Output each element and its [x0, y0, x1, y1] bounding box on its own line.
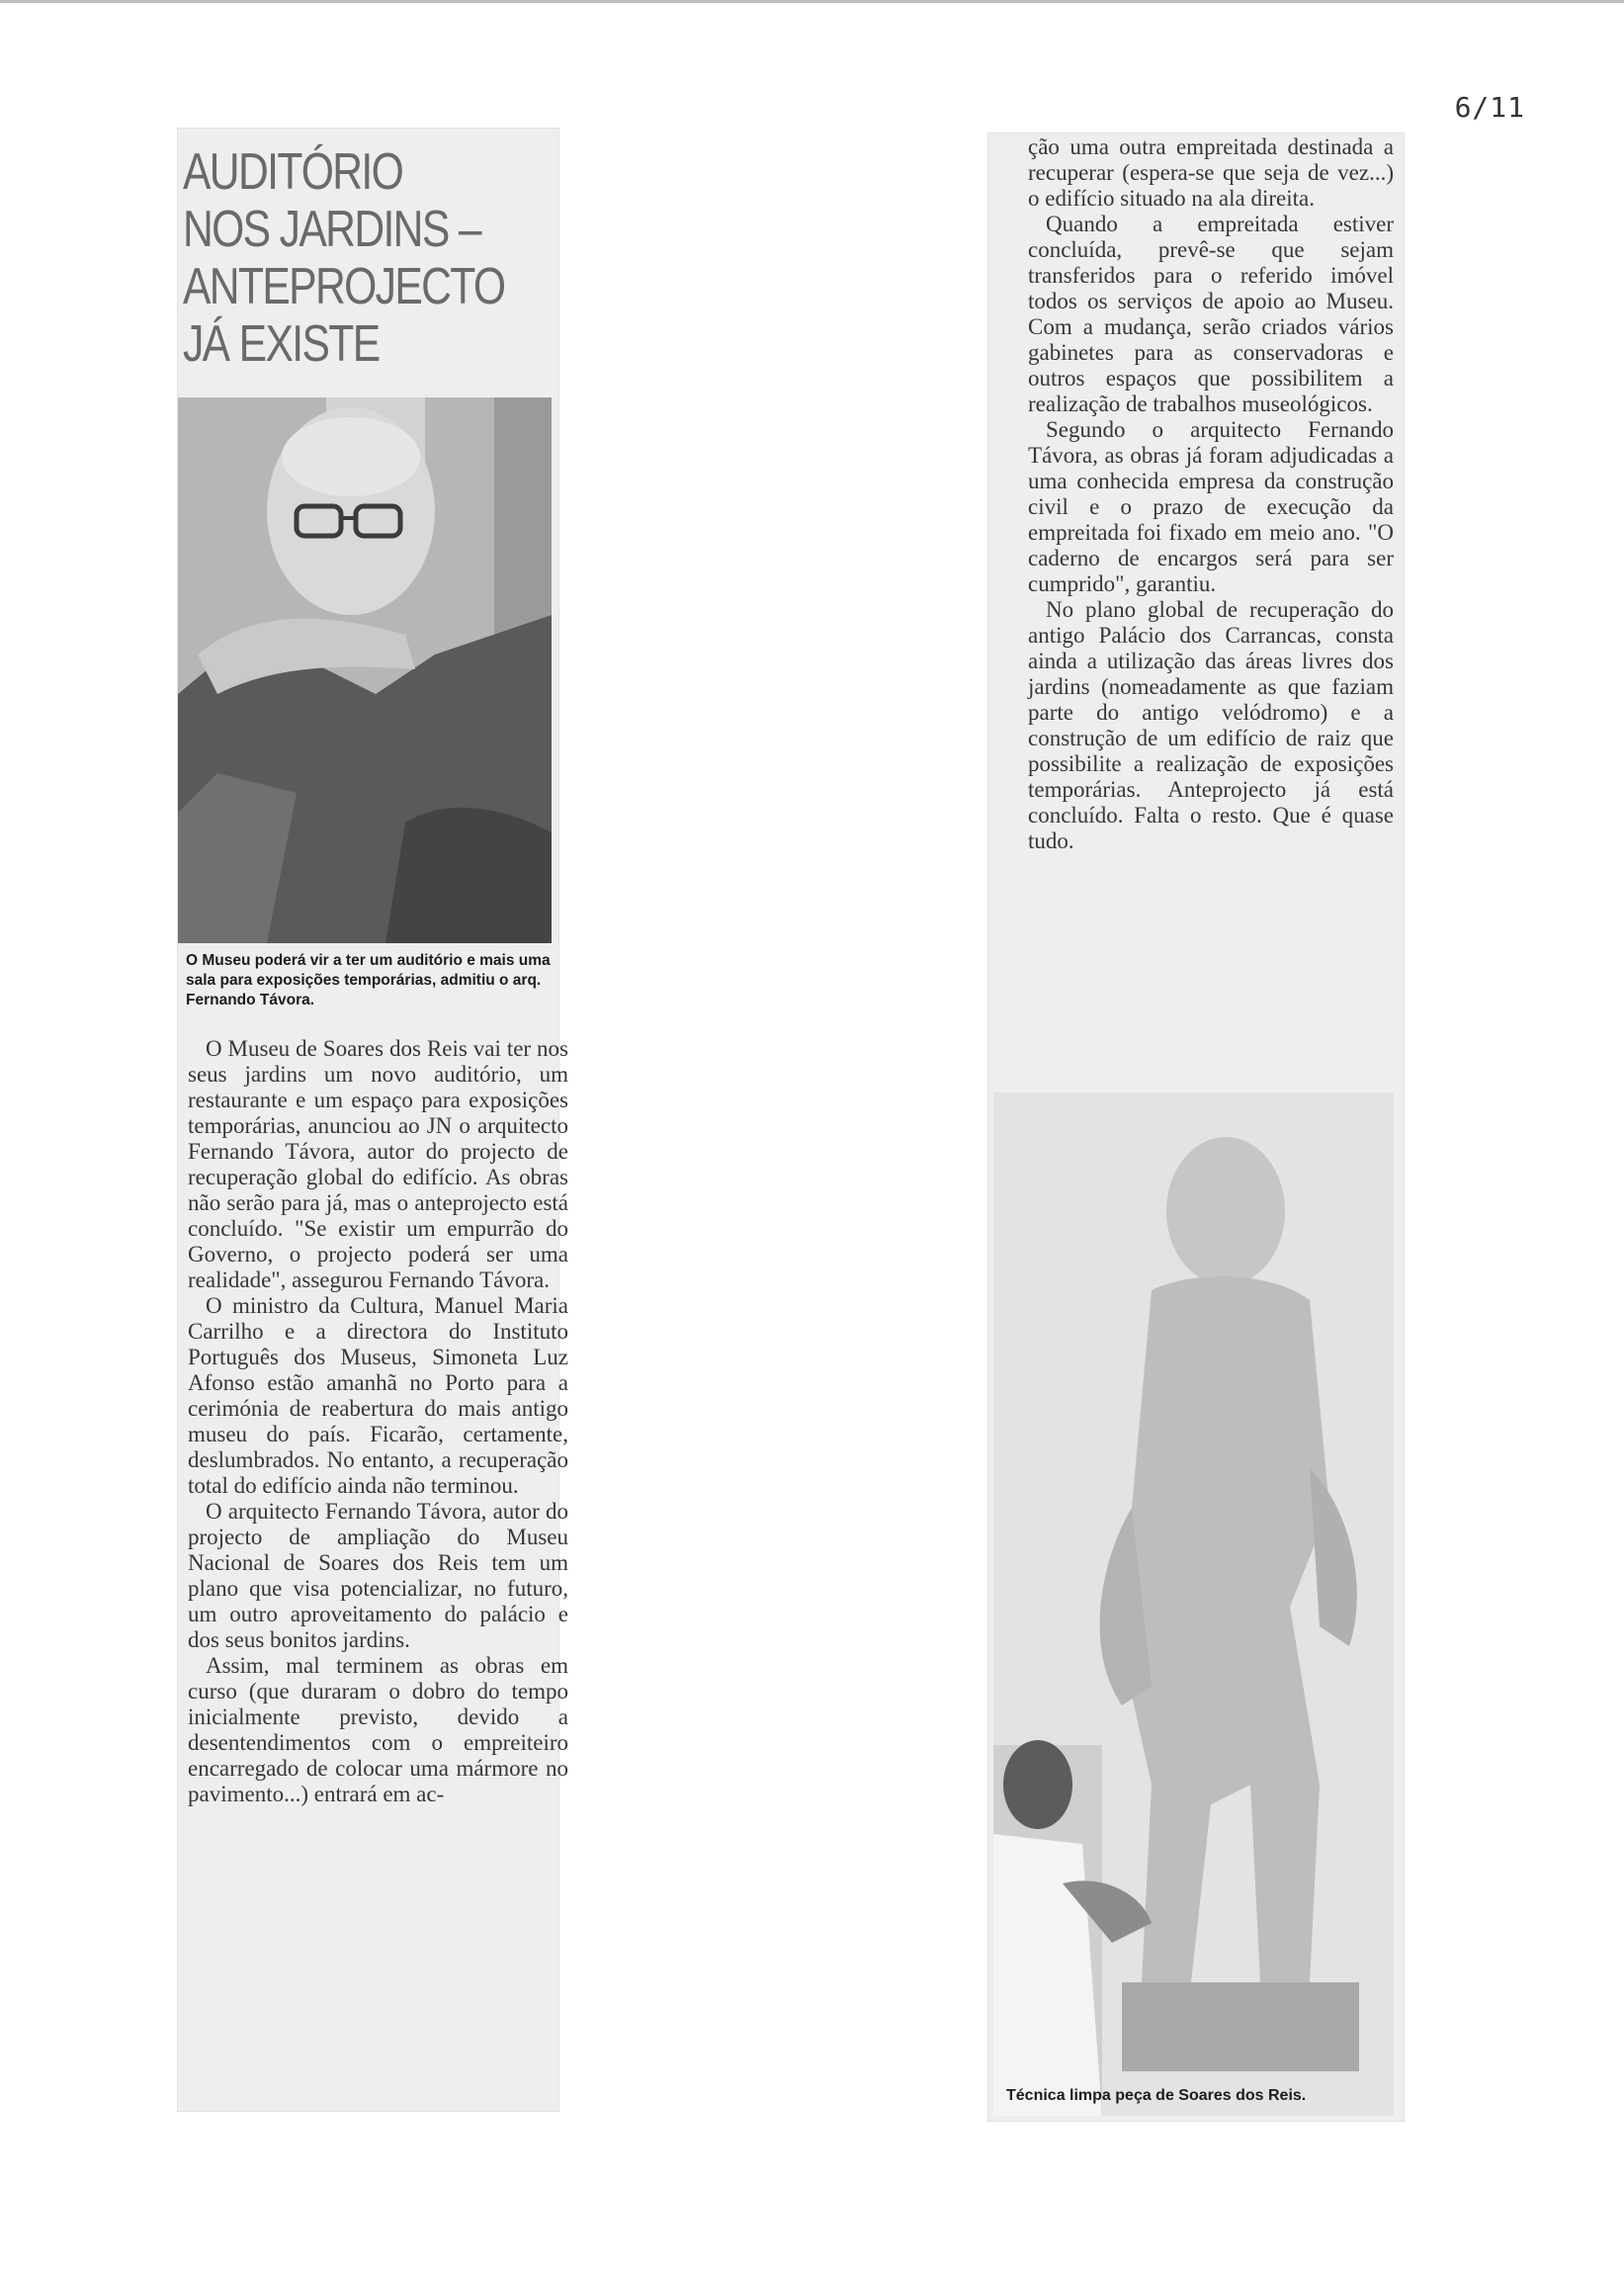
paragraph: O ministro da Cultura, Manuel Maria Carrilho e a directora do Instituto Português dos Museus, Simoneta Luz Afonso estão amanhã no Porto para a cerimónia de reabertura do mais antigo museu do país. Ficarão, certamente, deslumbrados. No entanto, a recuperação total do edifício ainda não terminou. [188, 1293, 568, 1498]
statue-illustration [993, 1093, 1394, 2116]
photo-architect-portrait [178, 397, 552, 943]
photo-caption-architect: O Museu poderá vir a ter um auditório e mais uma sala para exposições temporárias, admitiu o arq. Fernando Távora. [186, 952, 551, 1008]
paragraph: Segundo o arquitecto Fernando Távora, as obras já foram adjudicadas a uma conhecida empresa da construção civil e o prazo de execução da empreitada foi fixado em meio ano. "O caderno de encargos será para ser cumprido", garantiu. [1028, 417, 1394, 596]
photo-caption-statue: Técnica limpa peça de Soares dos Reis. [1006, 2087, 1307, 2104]
paragraph: Quando a empreitada estiver concluída, prevê-se que sejam transferidos para o referido imóvel todos os serviços de apoio ao Museu. Com a mudança, serão criados vários gabinetes para as conservadoras e outros espaços que possibilitem a realização de trabalhos museológicos. [1028, 212, 1394, 416]
headline: AUDITÓRIO NOS JARDINS – ANTEPROJECTO JÁ EXISTE [183, 143, 505, 373]
paragraph: O arquitecto Fernando Távora, autor do projecto de ampliação do Museu Nacional de Soares dos Reis tem um plano que visa potencializar, no futuro, um outro aproveitamento do palácio e dos seus bonitos jardins. [188, 1499, 568, 1652]
article-column-right [1028, 134, 1394, 854]
portrait-illustration [178, 397, 552, 943]
paragraph: O Museu de Soares dos Reis vai ter nos seus jardins um novo auditório, um restaurante e um espaço para exposições temporárias, anunciou ao JN o arquitecto Fernando Távora, autor do projecto de recuperação global do edifício. As obras não serão para já, mas o anteprojecto está concluído. "Se existir um empurrão do Governo, o projecto poderá ser uma realidade", assegurou Fernando Távora. [188, 1036, 568, 1292]
scan-top-edge [0, 0, 1624, 3]
page-number: 6/11 [1454, 91, 1525, 124]
article-column-left [188, 1036, 568, 1807]
paragraph: Assim, mal terminem as obras em curso (que duraram o dobro do tempo inicialmente previsto, devido a desentendimentos com o empreiteiro encarregado de colocar uma mármore no pavimento...) entrará em ac- [188, 1653, 568, 1806]
photo-statue-restoration [993, 1093, 1394, 2116]
paragraph: ção uma outra empreitada destinada a recuperar (espera-se que seja de vez...) o edifício situado na ala direita. [1028, 134, 1394, 211]
paragraph: No plano global de recuperação do antigo Palácio dos Carrancas, consta ainda a utilização das áreas livres dos jardins (nomeadamente as que faziam parte do antigo velódromo) e a construção de um edifício de raiz que possibilite a realização de exposições temporárias. Anteprojecto já está concluído. Falta o resto. Que é quase tudo. [1028, 597, 1394, 853]
